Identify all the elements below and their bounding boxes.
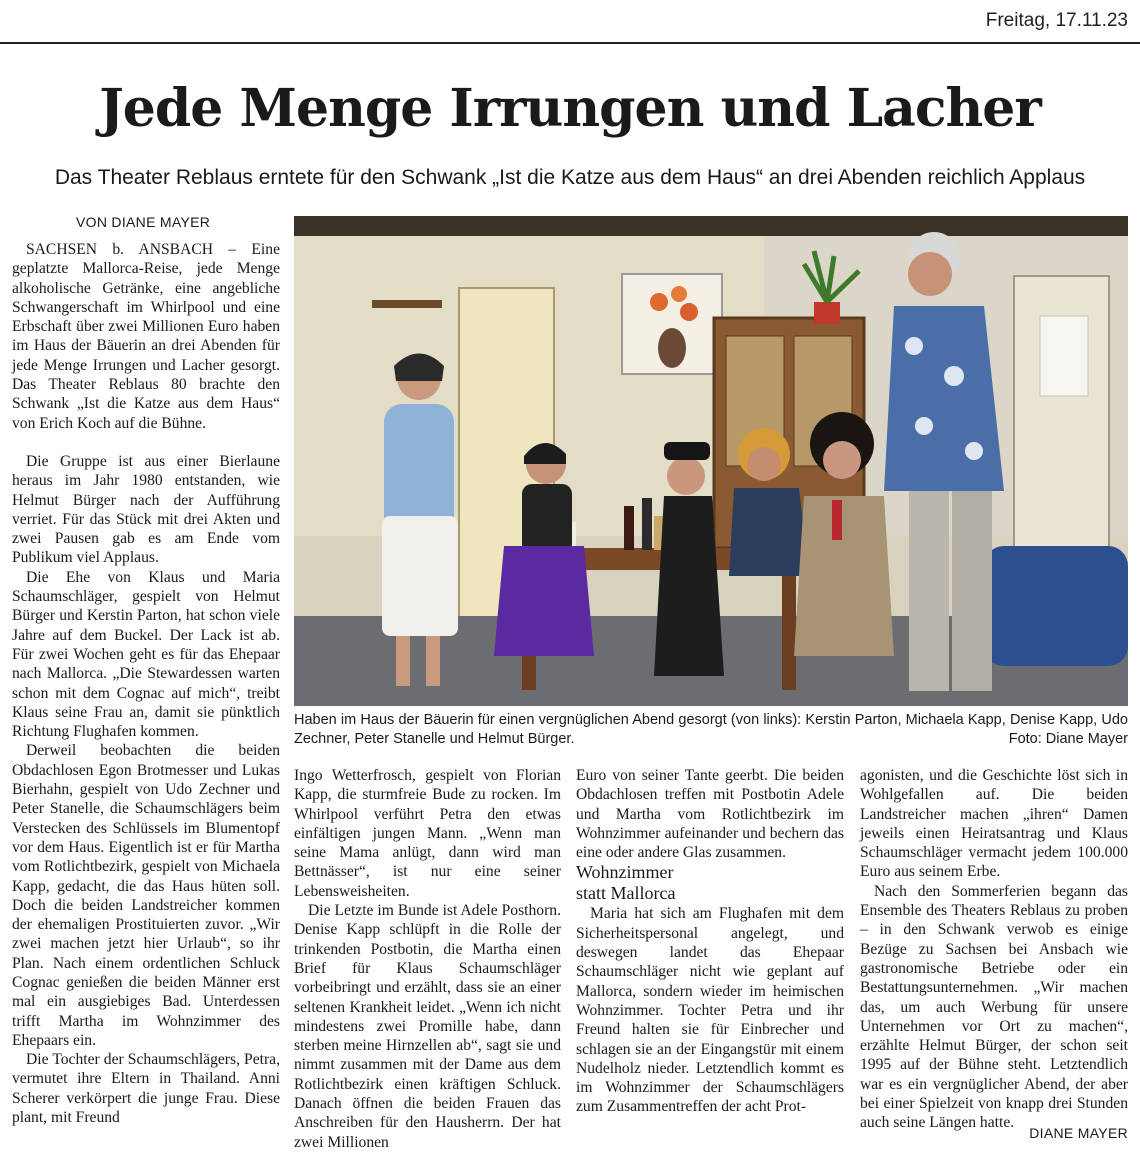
paragraph: Die Gruppe ist aus einer Bierlaune heraus im Jahr 1980 entstanden, wie Helmut Bürger nach der Aufführung verriet. Für das Stück mit drei Akten und zwei Pausen gab es am Ende vom Publikum viel Applaus. <box>12 452 280 567</box>
header-rule <box>0 42 1140 44</box>
subheadline: Das Theater Reblaus erntete für den Schwank „Ist die Katze aus dem Haus“ an drei Abenden reichlich Applaus <box>54 166 1086 189</box>
paragraph: agonisten, und die Geschichte löst sich in Wohlgefallen auf. Die beiden Landstreicher machen „ihren“ Damen jeweils einen Heiratsantrag und Klaus Schaumschläger vermacht jedem 100.000 Euro aus seinem Erbe. <box>860 767 1128 881</box>
headline: Jede Menge Irrungen und Lacher <box>99 78 1041 139</box>
paragraph: Nach den Sommerferien begann das Ensemble des Theaters Reblaus zu proben – in den Schwank verwob es einige Bezüge zu Sachsen bei Ansbach wie gastronomische Betriebe oder ein Bestattungsunternehmen. „Wir machen das, um auch Werbung für unsere Unternehmen vor Ort zu machen“, erzählte Helmut Bürger, der schon seit 1995 auf der Bühne steht. Letztendlich war es ein vergnüglicher Abend, der aber bei einer Spielzeit von knapp drei Stunden auch seine Längen hatte. <box>860 882 1128 1132</box>
paragraph: Derweil beobachten die beiden Obdachlosen Egon Brotmesser und Lukas Bierhahn, gespielt von Udo Zechner und Peter Stanelle, die Schaumschlägers beim Verstecken des Schlüssels im Blumentopf vor dem Haus. Eigentlich ist er für Martha vom Rotlichtbezirk, gespielt von Michaela Kapp, gedacht, die das Haus hüten soll. Doch die beiden Landstreicher kommen der ehemaligen Prostituierten zuvor. „Wir zwei machen jetzt hier Urlaub“, so ihr Plan. Nach einem ordentlichen Schluck Cognac genießen die beiden Männer erst mal ein ausgiebiges Bad. Unterdessen trifft Martha im Wohnzimmer des Ehepaars ein. <box>12 742 280 1049</box>
text-column-4 <box>860 766 1128 1133</box>
byline: VON DIANE MAYER <box>76 214 211 230</box>
stage-photo-illustration <box>294 216 1128 706</box>
paragraph: Ingo Wetterfrosch, gespielt von Florian Kapp, die sturmfreie Bude zu rocken. Im Whirlpool verführt Petra den etwas einfältigen jungen Mann. „Wenn man seine Mama anlügt, dann wird man Bettnässer“, ist nur eine seiner Lebensweisheiten. <box>294 767 561 900</box>
photo-caption <box>294 711 1128 749</box>
caption-text: Haben im Haus der Bäuerin für einen vergnüglichen Abend gesorgt (von links): Kerstin Parton, Michaela Kapp, Denise Kapp, Udo Zechner, Peter Stanelle und Helmut Bürger. <box>294 712 1128 747</box>
section-subhead-line2: statt Mallorca <box>576 883 676 904</box>
paragraph: Maria hat sich am Flughafen mit dem Sicherheitspersonal angelegt, und deswegen landet das Ehepaar Schaumschläger nicht wie geplant auf Mallorca, sondern wieder im heimischen Wohnzimmer. Tochter Petra und ihr Freund halten sie für Einbrecher und schlagen sie an der Eingangstür mit einem Nudelholz nieder. Letztendlich kommt es im Wohnzimmer der Schaumschlägers zum Zusammentreffen der acht Prot- <box>576 905 844 1116</box>
section-subhead-line1: Wohnzimmer <box>576 862 674 883</box>
paragraph: Die Tochter der Schaumschlägers, Petra, vermutet ihre Eltern in Thailand. Anni Scherer verkörpert die junge Frau. Diese plant, mit Freund <box>12 1051 280 1127</box>
stage-photo <box>294 216 1128 706</box>
section-subhead <box>576 862 844 904</box>
photo-credit: Foto: Diane Mayer <box>1008 731 1128 747</box>
paragraph: Die Letzte im Bunde ist Adele Posthorn. Denise Kapp schlüpft in die Rolle der trinkenden Postbotin, die Martha einen Brief für Klaus Schaumschläger vorbeibringt und erzählt, dass sie an einer seltenen Krankheit leidet. „Wenn ich nicht mindestens zwei Promille habe, dann sterben meine Hirnzellen ab“, sagt sie und nimmt zusammen mit der Dame aus dem Rotlichtbezirk einen kräftigen Schluck. Danach öffnen die beiden Frauen das Anschreiben für den Hausherrn. Der hat zwei Millionen <box>294 902 561 1151</box>
text-column-3 <box>576 766 844 1117</box>
date-line: Freitag, 17.11.23 <box>985 10 1128 31</box>
paragraph: Euro von seiner Tante geerbt. Die beiden Obdachlosen treffen mit Postbotin Adele und Martha vom Rotlichtbezirk im Wohnzimmer aufeinander und bechern das eine oder andere Glas zusammen. <box>576 767 844 862</box>
paragraph: SACHSEN b. ANSBACH – Eine geplatzte Mallorca-Reise, jede Menge alkoholische Getränke, eine angebliche Schwangerschaft im Whirlpool und eine Erbschaft über zwei Millionen Euro haben im Haus der Bäuerin an drei Abenden für jede Menge Irrungen und Lacher gesorgt. Das Theater Reblaus 80 brachte den Schwank „Ist die Katze aus dem Haus“ von Erich Koch auf die Bühne. <box>12 241 280 432</box>
text-column-1 <box>12 240 280 1127</box>
paragraph: Die Ehe von Klaus und Maria Schaumschläger, gespielt von Helmut Bürger und Kerstin Parton, hat schon viele Jahre auf dem Buckel. Der Lack ist ab. Für zwei Wochen geht es für das Ehepaar nach Mallorca. „Die Stewardessen warten schon mit dem Cognac auf mich“, treibt Klaus seine Frau an, damit sie pünktlich Richtung Flughafen kommen. <box>12 568 280 741</box>
text-column-2 <box>294 766 561 1152</box>
end-byline: DIANE MAYER <box>1029 1125 1128 1141</box>
